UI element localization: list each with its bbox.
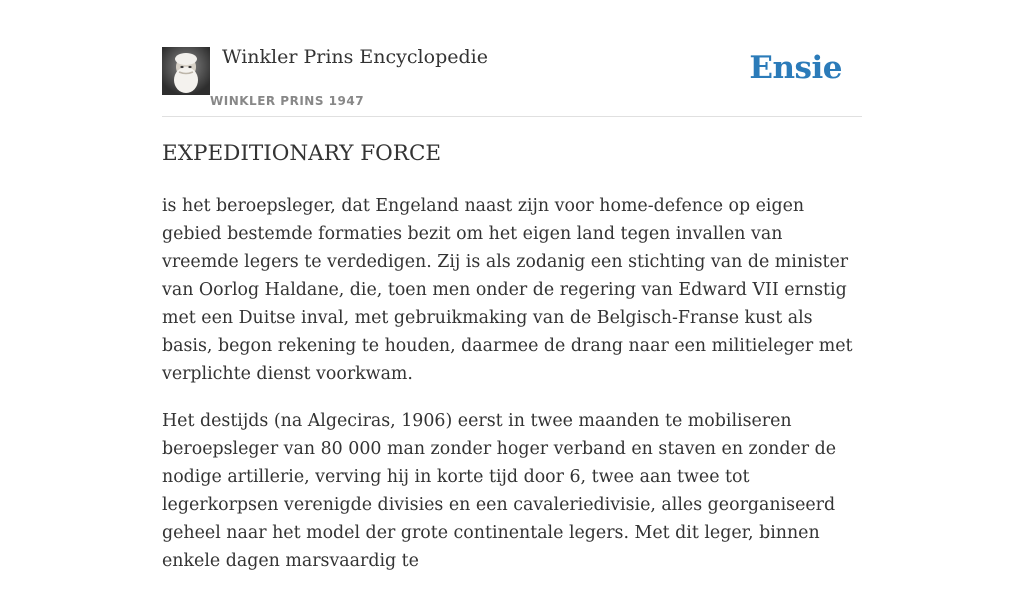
site-title[interactable]: Winkler Prins Encyclopedie: [222, 46, 488, 68]
entry-title: EXPEDITIONARY FORCE: [162, 141, 442, 166]
entry-paragraph: Het destijds (na Algeciras, 1906) eerst in twee maanden te mobiliseren beroepsleger van 80 000 man zonder hoger verband en staven en zonder de nodige artillerie, verving hij in korte tijd door 6, twee aan twee tot legerkorpsen verenigde divisies en een cavaleriedivisie, alles georganiseerd geheel naar het model der grote continentale legers. Met dit leger, binnen enkele dagen marsvaardig te: [162, 411, 837, 571]
entry-paragraph: is het beroepsleger, dat Engeland naast zijn voor home-defence op eigen gebied bestemde formaties bezit om het eigen land tegen invallen van vreemde legers te verdedigen. Zij is als zodanig een stichting van de minister van Oorlog Haldane, die, toen men onder de regering van Edward VII ernstig met een Duitse inval, met gebruikmaking van de Belgisch-Franse kust als basis, begon rekening te houden, daarmee de drang naar een militieleger met verplichte dienst voorkwam.: [162, 196, 853, 384]
page: [162, 0, 862, 571]
site-header: [162, 0, 862, 117]
ensie-logo[interactable]: Ensie: [749, 50, 842, 86]
entry-body: [162, 192, 862, 594]
bearded-man-portrait-icon[interactable]: [162, 47, 210, 95]
edition-label: WINKLER PRINS 1947: [210, 94, 365, 108]
